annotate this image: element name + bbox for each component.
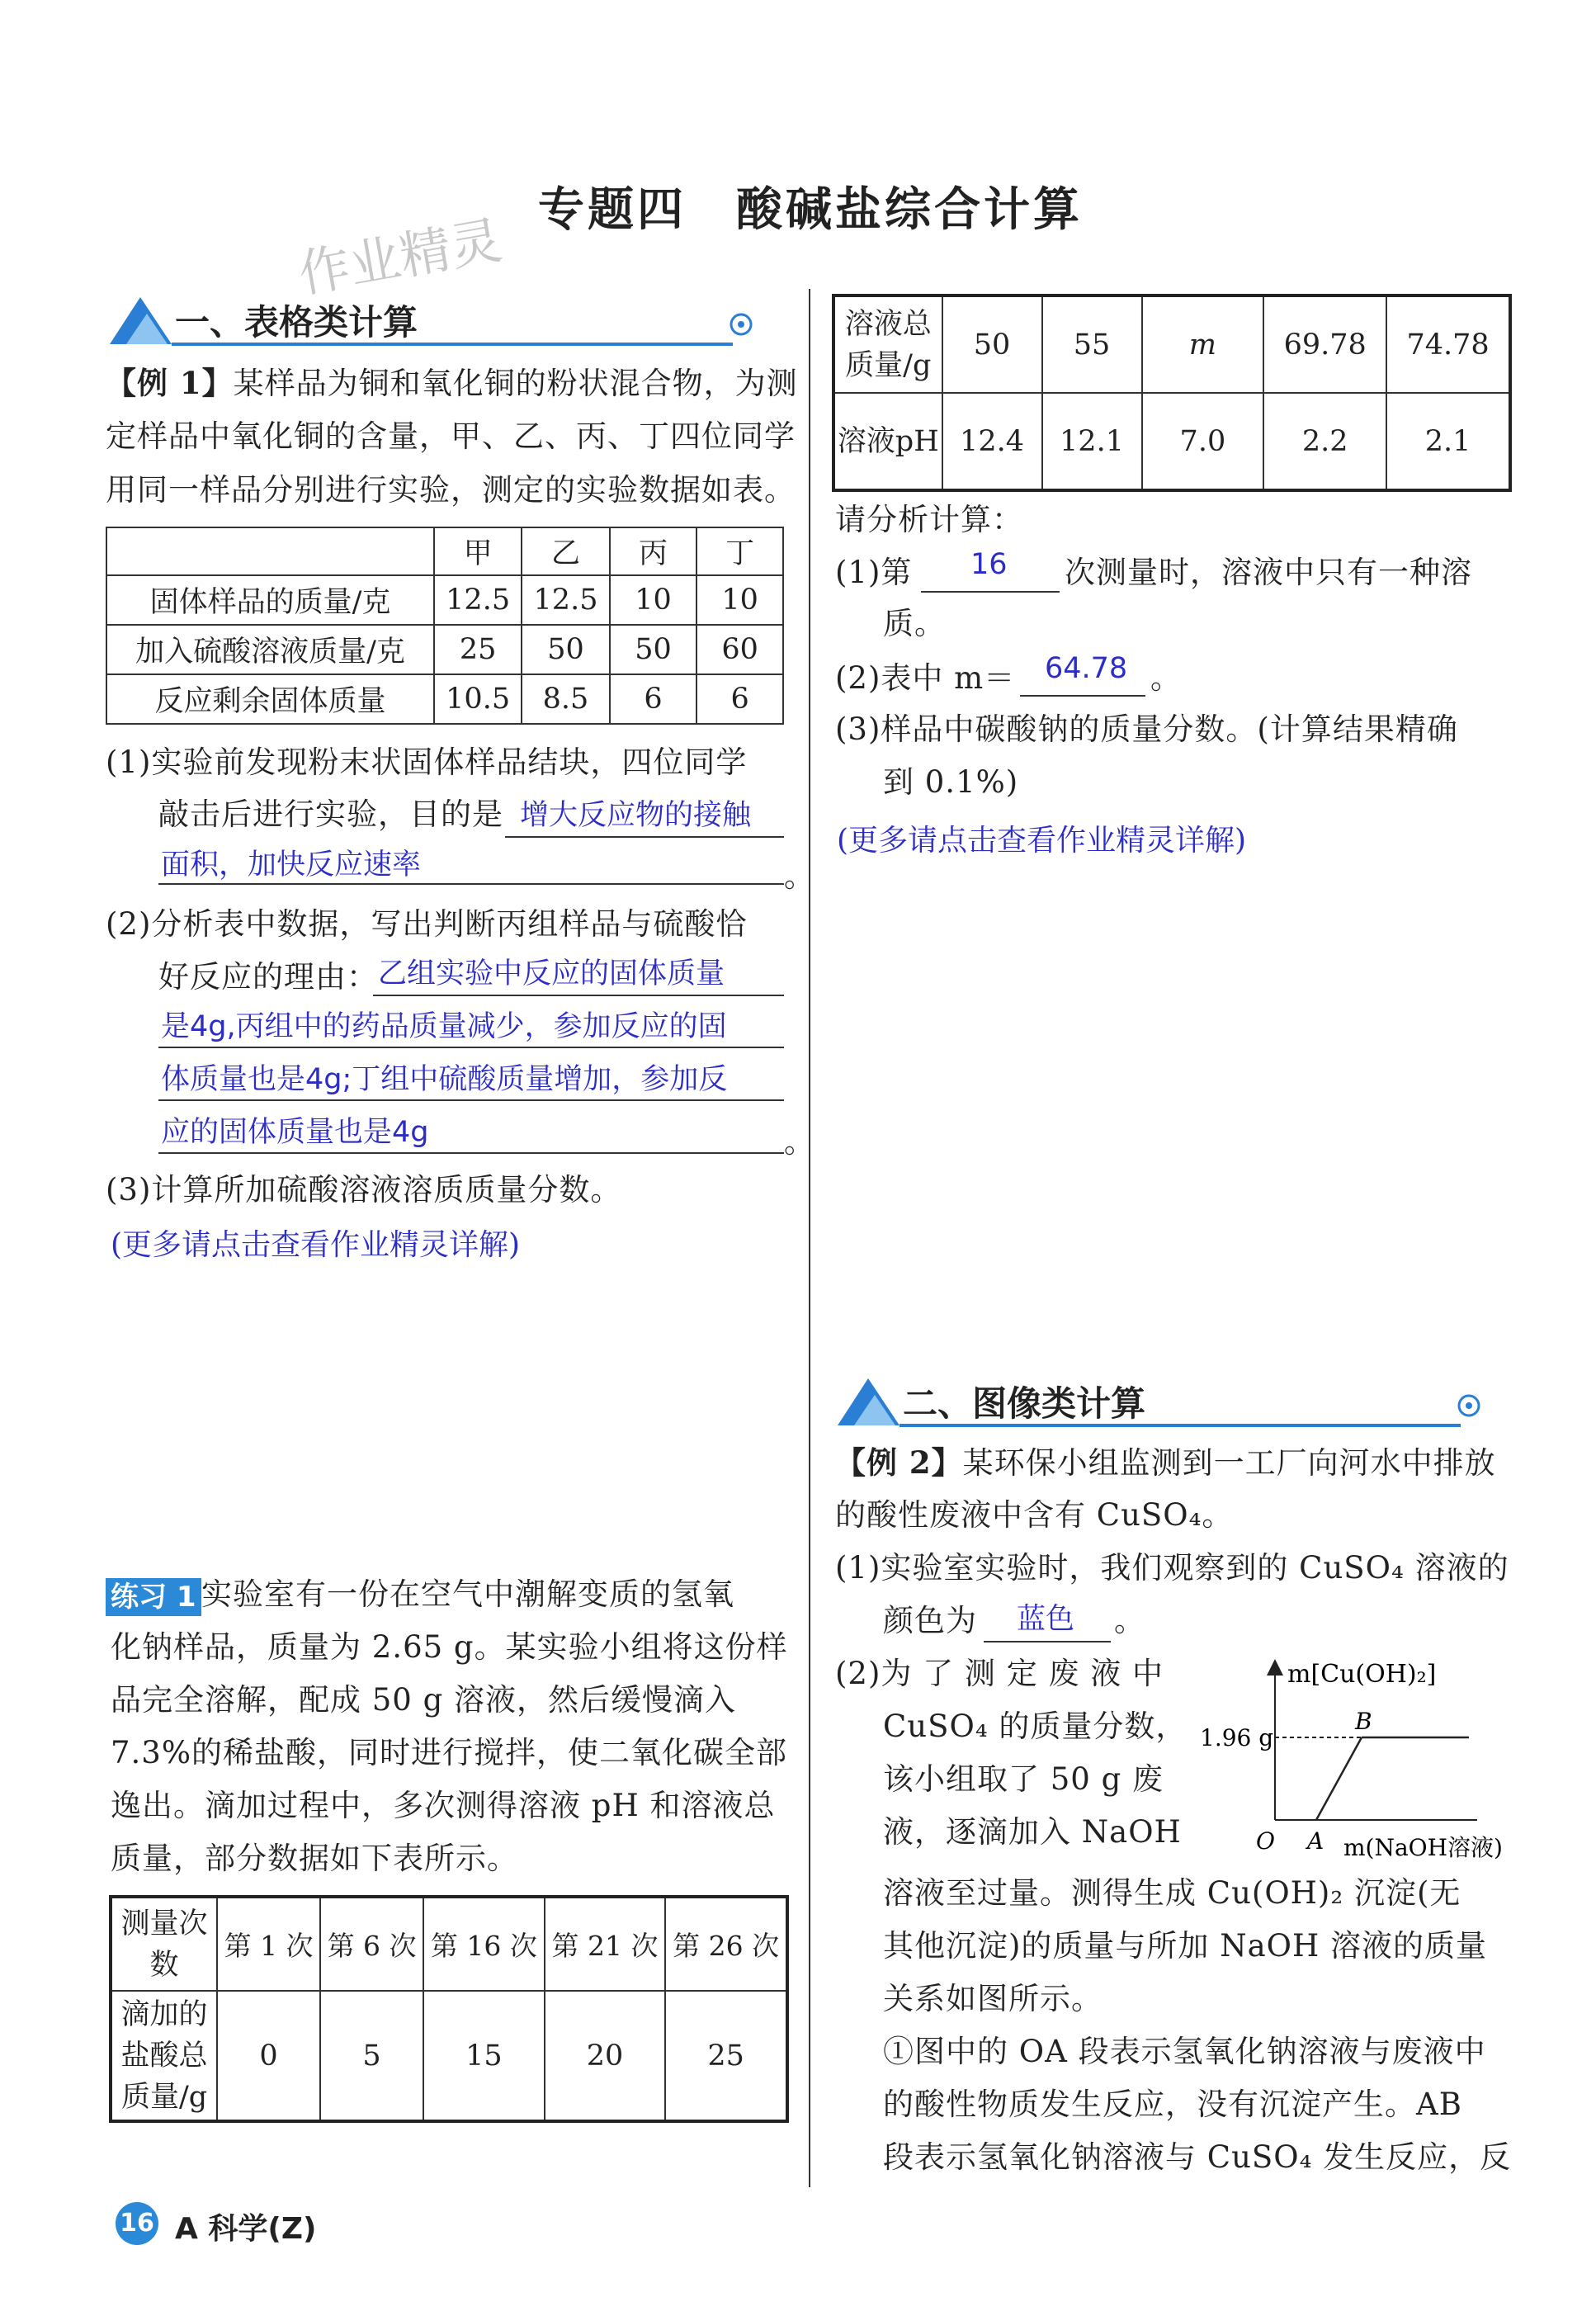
answer-blank [158, 1047, 784, 1048]
practice1-badge: 练习 1 [106, 1578, 201, 1616]
example2-label: 【例 2】 [835, 1444, 963, 1481]
section2-title: 二、图像类计算 [903, 1383, 1146, 1424]
practice1-line-3: 品完全溶解，配成 50 g 溶液，然后缓慢滴入 [111, 1682, 737, 1718]
table-row: 固体样品的质量/克 12.5 12.5 10 10 [106, 575, 783, 625]
answer-blank [984, 1641, 1111, 1642]
table-header-cell: 第 16 次 [423, 1897, 545, 1991]
practice1-table-part2 [832, 294, 1512, 492]
example1-label: 【例 1】 [106, 365, 234, 401]
practice1-q1-post: 次测量时，溶液中只有一种溶 [1065, 555, 1472, 590]
table-header-cell: 第 6 次 [320, 1897, 423, 1991]
practice1-line-1: 实验室有一份在空气中潮解变质的氢氧 [201, 1576, 734, 1612]
example2-q2-full-1: 溶液至过量。测得生成 Cu(OH)₂ 沉淀(无 [883, 1875, 1461, 1911]
graph-origin: O [1256, 1827, 1275, 1855]
practice1-line-5: 逸出。滴加过程中，多次测得溶液 pH 和溶液总 [111, 1788, 776, 1823]
practice1-q2-post: 。 [1150, 660, 1182, 696]
table-header-cell: 第 21 次 [545, 1897, 666, 1991]
answer-blank [158, 1099, 784, 1101]
table-header-cell: 丁 [696, 527, 783, 575]
practice1-analysis: 请分析计算： [835, 502, 1023, 537]
table-row: 溶液总质量/g 50 55 m 69.78 74.78 [833, 295, 1510, 393]
example1-q2-answer-3: 体质量也是4g;丁组中硫酸质量增加，参加反 [161, 1063, 728, 1096]
table-row: 加入硫酸溶液质量/克 25 50 50 60 [106, 625, 783, 674]
practice1-q3-line2: 到 0.1%) [883, 764, 1019, 800]
table-header-cell: 测量次数 [111, 1897, 217, 1991]
example1-q2-line1: (2)分析表中数据，写出判断丙组样品与硫酸恰 [106, 906, 748, 942]
practice1-q2-pre: (2)表中 m＝ [835, 660, 1016, 696]
practice1-q2-answer: 64.78 [1045, 652, 1128, 685]
answer-blank [158, 1152, 784, 1154]
example2-q2-line2: CuSO₄ 的质量分数， [883, 1709, 1188, 1744]
page-number: 16 [116, 2202, 158, 2245]
example1-q1-answer-2: 面积，加快反应速率 [161, 848, 422, 881]
table-header-cell: 丙 [610, 527, 697, 575]
table-header-cell [106, 527, 434, 575]
example2-graph [1197, 1651, 1551, 1865]
practice1-table-part1 [109, 1895, 789, 2123]
example2-q2-line3: 该小组取了 50 g 废 [883, 1761, 1164, 1797]
practice1-line-6: 质量，部分数据如下表所示。 [111, 1841, 518, 1876]
practice1-line-2: 化钠样品，质量为 2.65 g。某实验小组将这份样 [111, 1629, 788, 1665]
example1-q1-answer-1: 增大反应物的接触 [520, 799, 752, 832]
example2-q2-full-2: 其他沉淀)的质量与所加 NaOH 溶液的质量 [883, 1928, 1487, 1964]
practice1-q1-pre: (1)第 [835, 555, 913, 590]
column-divider [809, 289, 810, 2187]
answer-blank [373, 995, 784, 996]
practice1-q1-line2: 质。 [883, 606, 946, 641]
example2-q1-pre: 颜色为 [883, 1603, 977, 1638]
table-row: 溶液pH 12.4 12.1 7.0 2.2 2.1 [833, 393, 1510, 490]
example1-q2-answer-1: 乙组实验中反应的固体质量 [378, 957, 725, 990]
example1-q1-line2: 敲击后进行实验，目的是 [158, 796, 503, 832]
example1-line-3: 用同一样品分别进行实验，测定的实验数据如表。 [106, 472, 796, 508]
example1-line-2: 定样品中氧化铜的含量，甲、乙、丙、丁四位同学 [106, 418, 796, 454]
table-row: 反应剩余固体质量 10.5 8.5 6 6 [106, 674, 783, 724]
example1-q2-answer-4: 应的固体质量也是4g [161, 1116, 429, 1149]
example2-line-1: 【例 2】某环保小组监测到一工厂向河水中排放 [835, 1444, 1496, 1481]
example1-line-1: 【例 1】某样品为铜和氧化铜的粉状混合物，为测 [106, 365, 798, 401]
practice1-q1-answer: 16 [970, 548, 1008, 581]
graph-y-value: 1.96 g [1200, 1724, 1274, 1751]
example2-q2-line1: (2)为 了 测 定 废 液 中 [835, 1656, 1164, 1691]
example1-data-table [106, 527, 784, 725]
example2-q1-line1: (1)实验室实验时，我们观察到的 CuSO₄ 溶液的 [835, 1550, 1509, 1586]
practice1-q3-line1: (3)样品中碳酸钠的质量分数。(计算结果精确 [835, 711, 1458, 747]
graph-x-label: m(NaOH溶液) [1343, 1834, 1503, 1861]
example1-more-link[interactable]: (更多请点击查看作业精灵详解) [111, 1228, 521, 1262]
page-title: 专题四 酸碱盐综合计算 [538, 182, 1083, 237]
answer-blank [921, 591, 1060, 593]
table-header-cell: 第 26 次 [665, 1897, 787, 1991]
example2-sub-2: 的酸性物质发生反应，没有沉淀产生。AB [883, 2087, 1462, 2122]
example1-q2-answer-2: 是4g,丙组中的药品质量减少，参加反应的固 [161, 1010, 727, 1043]
answer-blank [505, 836, 784, 838]
graph-line-ab [1316, 1737, 1362, 1820]
table-header-cell: 第 1 次 [217, 1897, 320, 1991]
graph-point-b: B [1355, 1708, 1372, 1735]
period: 。 [784, 1124, 815, 1160]
table-header-cell: 甲 [434, 527, 522, 575]
graph-point-a: A [1307, 1827, 1324, 1855]
graph-y-label: m[Cu(OH)₂] [1287, 1660, 1437, 1689]
example2-q2-line4: 液，逐滴加入 NaOH [883, 1814, 1182, 1850]
example1-q3: (3)计算所加硫酸溶液溶质质量分数。 [106, 1172, 622, 1208]
answer-blank [158, 883, 784, 885]
watermark: 作业精灵 [294, 209, 507, 305]
example2-q1-post: 。 [1114, 1603, 1145, 1638]
example2-line-2: 的酸性废液中含有 CuSO₄。 [835, 1497, 1234, 1533]
practice1-more-link[interactable]: (更多请点击查看作业精灵详解) [837, 824, 1247, 858]
book-label: A 科学(Z) [175, 2212, 317, 2246]
table-header-cell: 乙 [522, 527, 609, 575]
example2-sub-1: ①图中的 OA 段表示氢氧化钠溶液与废液中 [883, 2034, 1486, 2069]
example2-q1-answer: 蓝色 [1017, 1603, 1075, 1636]
period: 。 [784, 858, 815, 894]
example2-sub-3: 段表示氢氧化钠溶液与 CuSO₄ 发生反应，反 [883, 2139, 1512, 2175]
example1-q2-line2: 好反应的理由： [158, 959, 378, 995]
answer-blank [1020, 695, 1145, 697]
table-row: 滴加的盐酸总质量/g 0 5 15 20 25 [111, 1991, 787, 2121]
section1-title: 一、表格类计算 [175, 302, 418, 343]
example2-q2-full-3: 关系如图所示。 [883, 1981, 1103, 2016]
example1-q1-line1: (1)实验前发现粉末状固体样品结块，四位同学 [106, 744, 748, 780]
practice1-line-4: 7.3%的稀盐酸，同时进行搅拌，使二氧化碳全部 [111, 1735, 787, 1770]
